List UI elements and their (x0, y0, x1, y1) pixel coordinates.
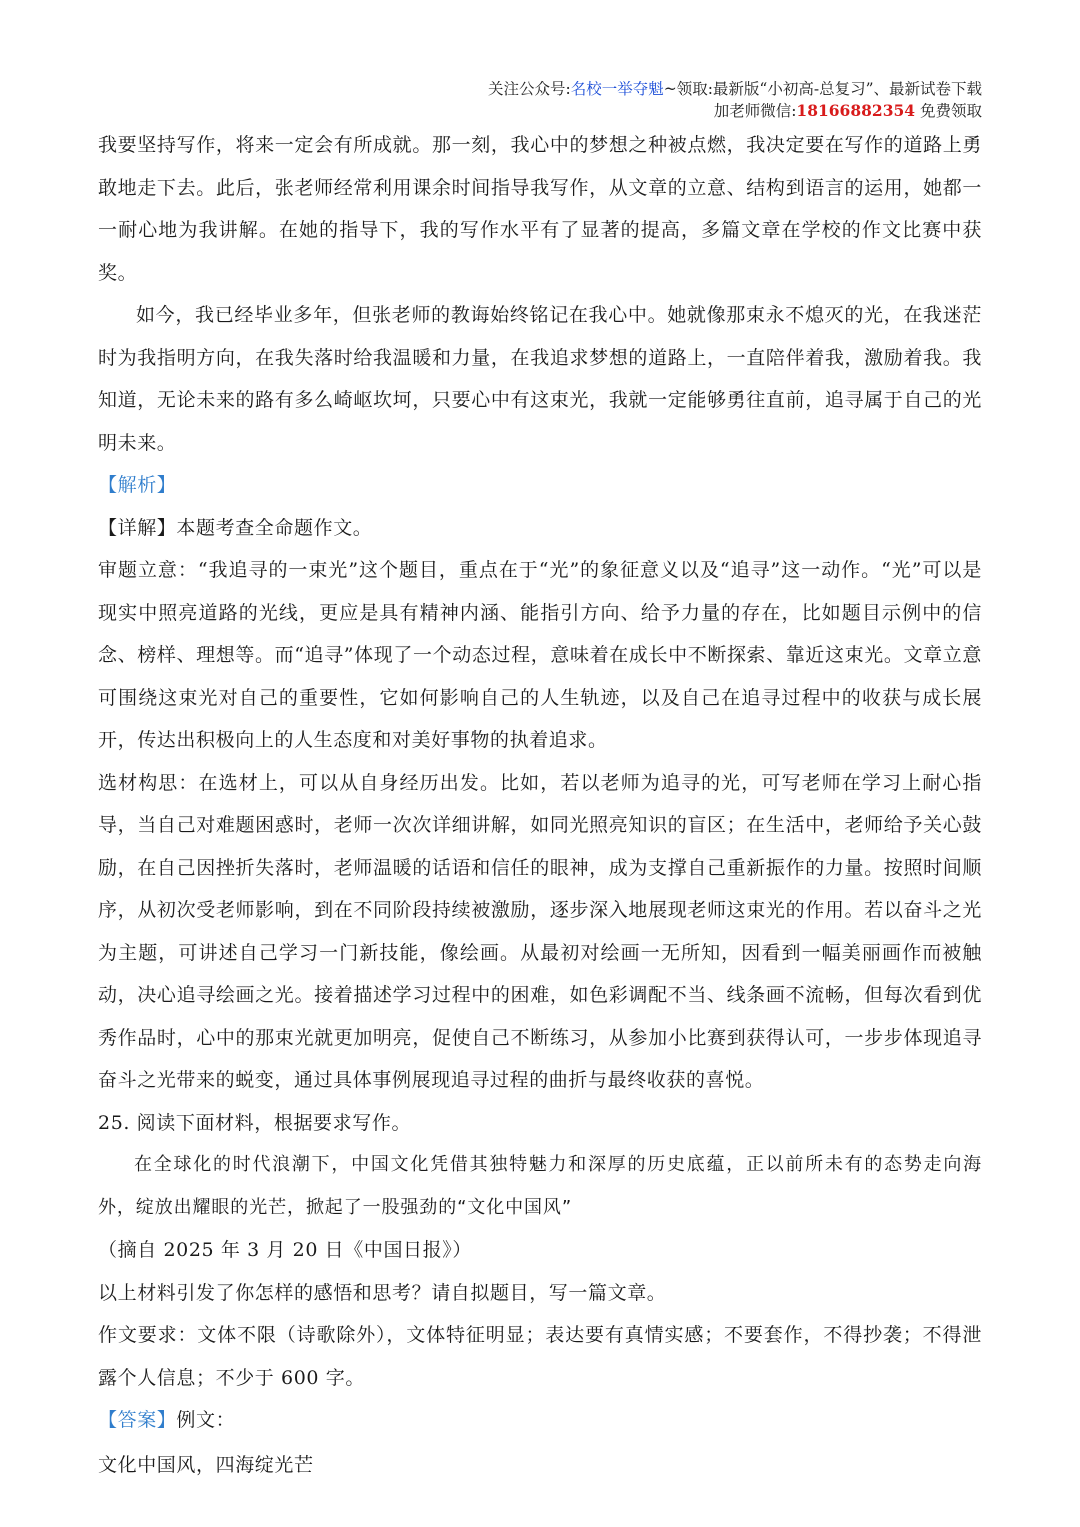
analysis-shenti: 审题立意：“我追寻的一束光”这个题目，重点在于“光”的象征意义以及“追寻”这一动作。“光”可以是现实中照亮道路的光线，更应是具有精神内涵、能指引方向、给予力量的存在，比如题目示例中的信念、榜样、理想等。而“追寻”体现了一个动态过程，意味着在成长中不断探索、靠近这束光。文章立意可围绕这束光对自己的重要性，它如何影响自己的人生轨迹，以及自己在追寻过程中的收获与成长展开，传达出积极向上的人生态度和对美好事物的执着追求。 (98, 559, 982, 751)
answer-text: 例文： (176, 1409, 236, 1431)
essay-paragraph-1: 我要坚持写作，将来一定会有所成就。那一刻，我心中的梦想之种被点燃，我决定要在写作的道路上勇敢地走下去。此后，张老师经常利用课余时间指导我写作，从文章的立意、结构到语言的运用，她都一一耐心地为我讲解。在她的指导下，我的写作水平有了显著的提高，多篇文章在学校的作文比赛中获奖。 (98, 134, 982, 284)
question-25-prompt: 以上材料引发了你怎样的感悟和思考？请自拟题目，写一篇文章。 (98, 1281, 667, 1304)
main-content (98, 124, 982, 1486)
question-25-title: 25. 阅读下面材料，根据要求写作。 (98, 1111, 412, 1134)
answer-tag: 【答案】 (98, 1409, 177, 1431)
brand-link[interactable]: 名校一举夺魁 (570, 80, 664, 98)
page-header (488, 78, 982, 122)
analysis-xuancai: 选材构思：在选材上，可以从自身经历出发。比如，若以老师为追寻的光，可写老师在学习上耐心指导，当自己对难题困惑时，老师一次次详细讲解，如同光照亮知识的盲区；在生活中，老师给予关心鼓励，在自己因挫折失落时，老师温暖的话语和信任的眼神，成为支撑自己重新振作的力量。按照时间顺序，从初次受老师影响，到在不同阶段持续被激励，逐步深入地展现老师这束光的作用。若以奋斗之光为主题，可讲述自己学习一门新技能，像绘画。从最初对绘画一无所知，因看到一幅美丽画作而被触动，决心追寻绘画之光。接着描述学习过程中的困难，如色彩调配不当、线条画不流畅，但每次看到优秀作品时，心中的那束光就更加明亮，促使自己不断练习，从参加小比赛到获得认可，一步步体现追寻奋斗之光带来的蜕变，通过具体事例展现追寻过程的曲折与最终收获的喜悦。 (98, 771, 982, 1091)
detail-text: 本题考查全命题作文。 (176, 516, 373, 539)
detail-tag: 【详解】 (98, 516, 177, 539)
wechat-number: 18166882354 (796, 101, 916, 120)
detail-line (98, 507, 982, 550)
question-25-material: 在全球化的时代浪潮下，中国文化凭借其独特魅力和深厚的历史底蕴，正以前所未有的态势走向海外，绽放出耀眼的光芒，掀起了一股强劲的“文化中国风” (98, 1154, 982, 1218)
material-source: （摘自 2025 年 3 月 20 日《中国日报》） (98, 1239, 472, 1261)
sample-essay-title: 文化中国风，四海绽光芒 (98, 1453, 314, 1476)
header-line-2: 加老师微信:18166882354 免费领取 (713, 101, 982, 120)
answer-line (98, 1399, 982, 1442)
header-line-1: 关注公众号:名校一举夺魁~领取:最新版“小初高-总复习”、最新试卷下载 (487, 80, 982, 98)
analysis-tag: 【解析】 (98, 474, 177, 496)
question-25-requirements: 作文要求：文体不限（诗歌除外），文体特征明显；表达要有真情实感；不要套作，不得抄袭；不得泄露个人信息；不少于 600 字。 (98, 1324, 982, 1389)
essay-paragraph-2: 如今，我已经毕业多年，但张老师的教诲始终铭记在我心中。她就像那束永不熄灭的光，在我迷茫时为我指明方向，在我失落时给我温暖和力量，在我追求梦想的道路上，一直陪伴着我，激励着我。我知道，无论未来的路有多么崎岖坎坷，只要心中有这束光，我就一定能够勇往直前，追寻属于自己的光明未来。 (98, 304, 982, 454)
